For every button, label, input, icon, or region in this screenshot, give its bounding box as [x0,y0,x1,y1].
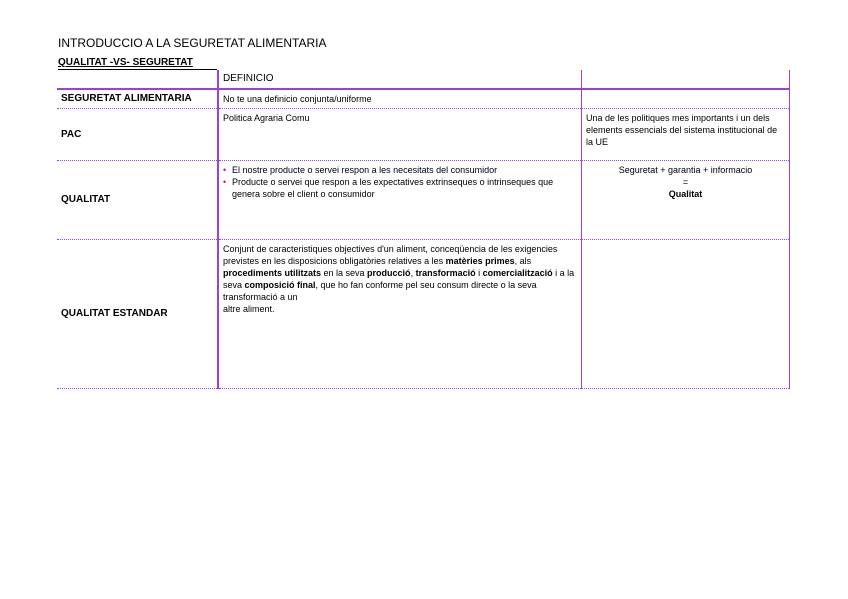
table-row [57,161,790,240]
table-header-row [57,70,790,89]
header-definicio: DEFINICIO [218,70,582,89]
row-label-pac: PAC [57,109,218,161]
bullet-item [223,176,577,200]
bullet-text: Producte o servei que respon a les expectatives extrinseques o intrinseques que genera sobre el client o consumidor [232,177,554,199]
definition-paragraph: altre aliment. [223,304,275,314]
row-label-qualitat: QUALITAT [57,161,218,240]
formula-result: Qualitat [668,189,703,199]
table-row [57,240,790,389]
definition-paragraph: seva composició final, que ho fan conforme pel seu consum directe o la seva transformació a un [223,280,537,302]
bullet-text: El nostre producte o servei respon a les necesitats del consumidor [232,165,498,175]
bullet-icon: • [223,165,227,175]
extra-cell: Una de les politiques mes importants i un dels elements essencials del sistema institucional de la UE [582,109,790,161]
formula-line: Seguretat + garantia + informacio [618,165,753,175]
bullet-item [223,164,577,176]
section-subtitle: QUALITAT -VS- SEGURETAT [58,57,193,68]
header-extra [582,70,790,89]
header-empty-cell [57,70,218,89]
comparison-table [57,70,790,389]
row-label-estandar: QUALITAT ESTANDAR [57,240,218,389]
document-title: INTRODUCCIO A LA SEGURETAT ALIMENTARIA [58,36,327,50]
definition-paragraph: Conjunt de caracteristiques objectives d'un aliment, conceqüencia de les exigencies previstes en les disposicions obligatòries relatives a les matèries primes, als procediments utilitzats en la seva producció, transformació i comercialització i a la [223,244,575,278]
row-label-seguretat: SEGURETAT ALIMENTARIA [57,89,218,109]
extra-cell [582,240,790,389]
extra-cell [582,161,790,240]
definition-cell: Politica Agraria Comu [218,109,582,161]
bullet-icon: • [223,177,227,187]
table-row [57,109,790,161]
table-row [57,89,790,109]
definition-cell [218,240,582,389]
extra-cell [582,89,790,109]
formula-equals: = [682,177,689,187]
definition-cell: No te una definicio conjunta/uniforme [218,89,582,109]
definition-cell [218,161,582,240]
